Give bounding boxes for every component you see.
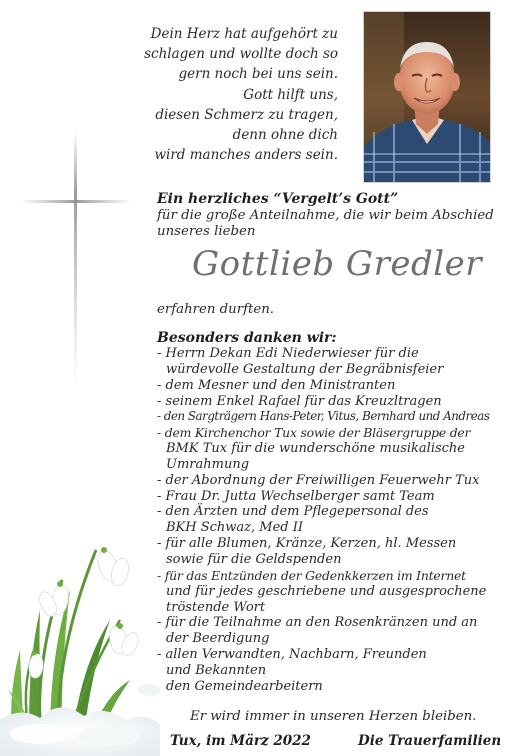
list-item: würdevolle Gestaltung der Begräbnisfeier xyxy=(166,361,444,377)
poem-line: denn ohne dich xyxy=(232,127,338,144)
poem-line: wird manches anders sein. xyxy=(154,147,338,164)
list-item: und Bekannten xyxy=(166,662,267,678)
list-item: Umrahmung xyxy=(166,456,250,472)
list-item: der Beerdigung xyxy=(166,631,270,647)
list-item: - der Abordnung der Freiwilligen Feuerwehr Tux xyxy=(157,472,480,488)
portrait-photo xyxy=(363,11,491,183)
cross-icon xyxy=(20,130,140,390)
portrait-illustration xyxy=(364,12,490,182)
thanks-after: erfahren durften. xyxy=(157,302,275,317)
list-item: BKH Schwaz, Med II xyxy=(166,520,304,536)
list-item: - seinem Enkel Rafael für das Kreuzltragen xyxy=(157,393,442,409)
thanks-heading: Ein herzliches “Vergelt’s Gott” xyxy=(157,191,399,207)
list-heading: Besonders danken wir: xyxy=(157,330,337,346)
poem-line: gern noch bei uns sein. xyxy=(178,66,338,83)
poem xyxy=(120,24,338,165)
list-item: - dem Kirchenchor Tux sowie der Bläsergruppe der xyxy=(157,425,471,441)
deceased-name: Gottlieb Gredler xyxy=(192,244,482,284)
list-item: - Frau Dr. Jutta Wechselberger samt Team xyxy=(157,488,435,504)
list-item: - dem Mesner und den Ministranten xyxy=(157,377,396,393)
snowdrops-image xyxy=(0,520,160,756)
poem-line: diesen Schmerz zu tragen, xyxy=(155,106,338,123)
list-item: - Herrn Dekan Edi Niederwieser für die xyxy=(157,346,419,361)
thanks-line: unseres lieben xyxy=(157,224,256,239)
list-item: und für jedes geschriebene und ausgesprochene xyxy=(166,583,487,599)
thanks-list xyxy=(157,346,519,695)
poem-line: schlagen und wollte doch so xyxy=(144,46,338,63)
list-item: - den Ärzten und dem Pflegepersonal des xyxy=(157,504,429,520)
place-date: Tux, im März 2022 xyxy=(170,733,311,749)
list-item: tröstende Wort xyxy=(166,599,266,615)
list-item: sowie für die Geldspenden xyxy=(166,551,342,567)
list-item: den Gemeindearbeitern xyxy=(166,678,323,694)
list-item: - den Sargträgern Hans-Peter, Vitus, Bernhard und Andreas xyxy=(157,409,490,424)
list-item: - für die Teilnahme an den Rosenkränzen und an xyxy=(157,615,478,631)
list-item: - für alle Blumen, Kränze, Kerzen, hl. Messen xyxy=(157,536,457,552)
thanks-line: für die große Anteilnahme, die wir beim Abschied xyxy=(157,208,494,223)
closing-line: Er wird immer in unseren Herzen bleiben. xyxy=(190,709,477,724)
poem-line: Gott hilft uns, xyxy=(243,86,338,103)
list-item: - allen Verwandten, Nachbarn, Freunden xyxy=(157,647,427,663)
list-item: BMK Tux für die wunderschöne musikalische xyxy=(166,441,465,457)
poem-line: Dein Herz hat aufgehört zu xyxy=(150,26,338,42)
list-item: - für das Entzünden der Gedenkkerzen im Internet xyxy=(157,567,466,583)
signature-family: Die Trauerfamilien xyxy=(358,733,502,749)
